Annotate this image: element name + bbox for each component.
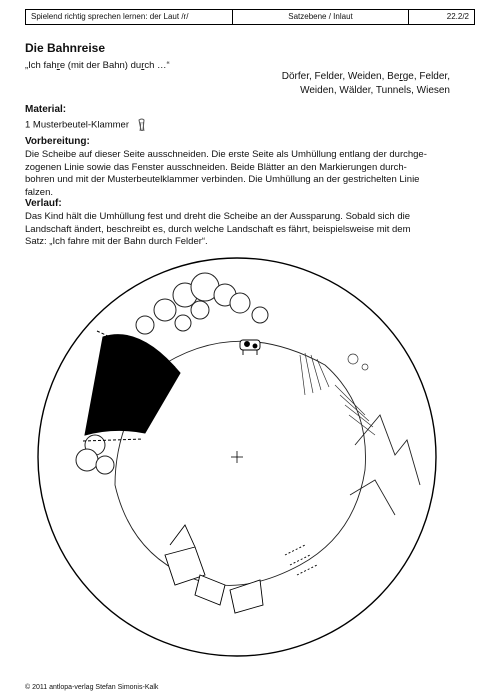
preparation-heading: Vorbereitung: bbox=[25, 136, 90, 147]
copyright-footer: © 2011 antlopa-verlag Stefan Simonis-Kalk bbox=[25, 684, 159, 691]
village-houses bbox=[165, 525, 317, 613]
target-sentence: „Ich fahre (mit der Bahn) durch …“ bbox=[25, 60, 170, 71]
preparation-text: Die Scheibe auf dieser Seite ausschneiden. Die erste Seite als Umhüllung entlang der durchge- zogenen Linie sowie das Fenster ausschneiden. Beide Blätter an den Markierungen durch- bohren und mit der Musterbeutelklammer verbinden. Die Umhüllung an der gestrichelten Linie falzen. bbox=[25, 149, 427, 198]
material-heading: Material: bbox=[25, 104, 67, 115]
center-mark bbox=[231, 451, 243, 463]
header-level: Satzebene / Inlaut bbox=[233, 10, 409, 24]
target-sound: r bbox=[141, 60, 145, 71]
target-sound: r bbox=[56, 60, 60, 71]
tunnel bbox=[83, 331, 180, 441]
target-sound: r bbox=[399, 71, 403, 82]
header-series-title: Spielend richtig sprechen lernen: der Laut /r/ bbox=[26, 10, 233, 24]
word-list: Dörfer, Felder, Weiden, Berge, Felder, Weiden, Wälder, Tunnels, Wiesen bbox=[281, 71, 450, 96]
material-item: 1 Musterbeutel-Klammer bbox=[25, 118, 473, 132]
page-header bbox=[25, 9, 475, 25]
paper-fastener-icon bbox=[136, 118, 148, 132]
page-title: Die Bahnreise bbox=[25, 41, 106, 55]
header-page-number: 22.2/2 bbox=[446, 12, 469, 21]
mountains bbox=[350, 415, 420, 515]
process-heading: Verlauf: bbox=[25, 198, 62, 209]
process-text: Das Kind hält die Umhüllung fest und dreht die Scheibe an der Aussparung. Sobald sich die Landschaft ändert, beschreibt es, durch welche Landschaft es fährt, beispielsweise mit dem Satz: „Ich fahre mit der Bahn durch Felder“. bbox=[25, 211, 411, 247]
cow bbox=[240, 340, 260, 355]
landscape-disc bbox=[35, 255, 439, 659]
fields bbox=[300, 353, 375, 435]
